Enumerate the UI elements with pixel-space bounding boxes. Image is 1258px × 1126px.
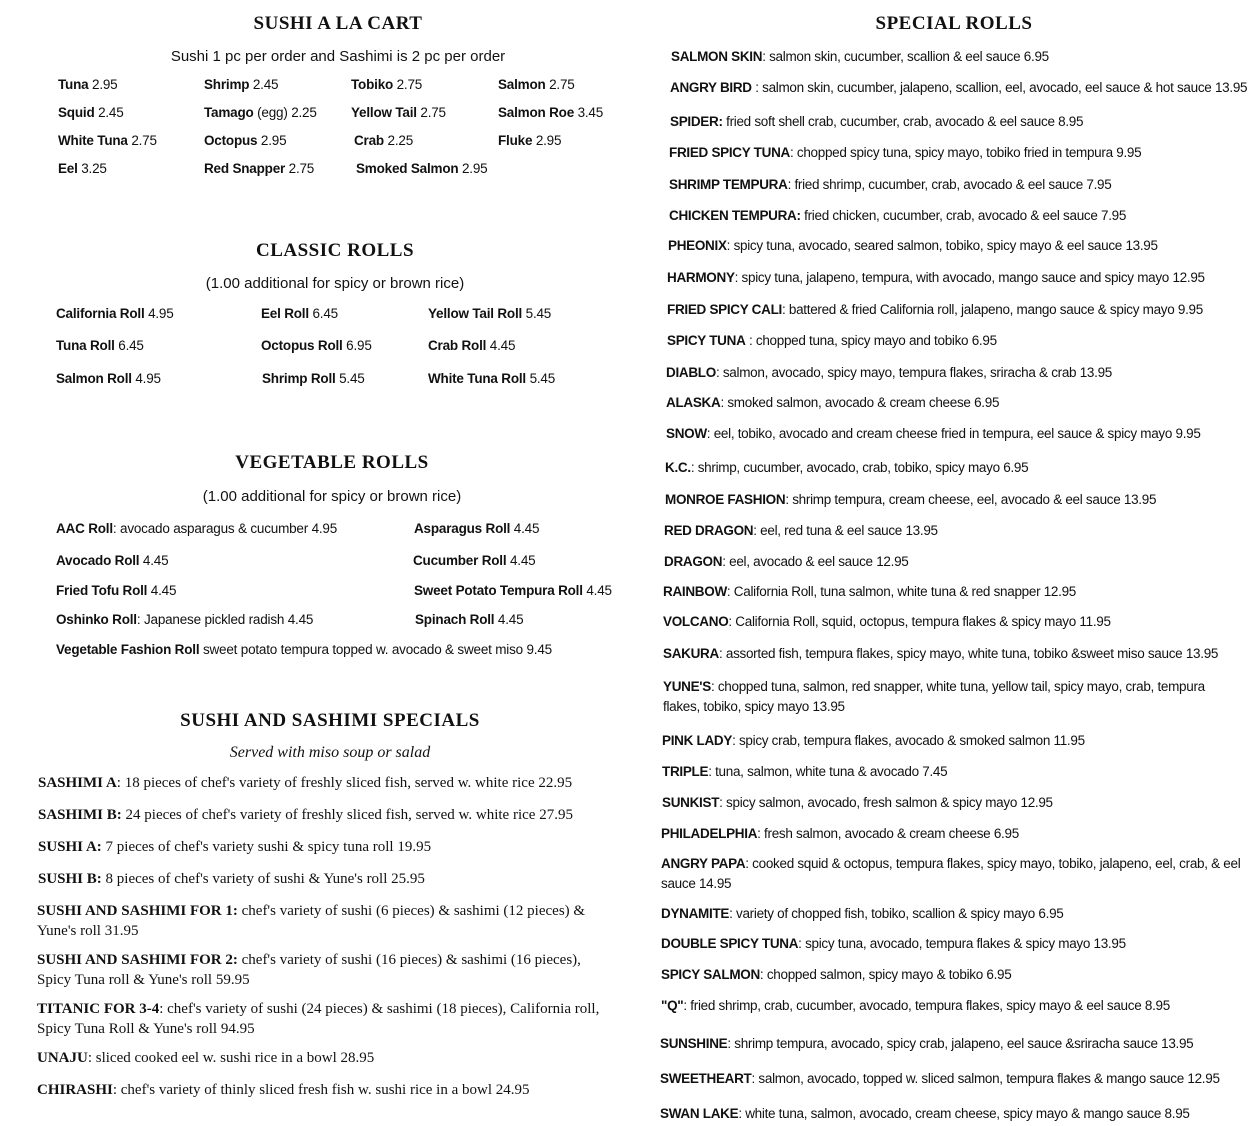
special-roll-item (662, 762, 1242, 782)
special-roll-item (665, 458, 1245, 478)
specials-item: UNAJU: sliced cooked eel w. sushi rice in a bowl 28.95 (37, 1050, 375, 1066)
special-roll-desc: : cooked squid & octopus, tempura flakes, spicy mayo, tobiko, jalapeno, eel, crab, & eel sauce 14.95 (661, 856, 1241, 891)
specials-item: SUSHI B: 8 pieces of chef's variety of sushi & Yune's roll 25.95 (38, 871, 425, 887)
ala-cart-title: SUSHI A LA CART (253, 13, 423, 34)
special-roll-name: VOLCANO (663, 614, 729, 629)
special-roll-desc: fried soft shell crab, cucumber, crab, avocado & eel sauce 8.95 (722, 114, 1084, 129)
vegetable-roll-item: Sweet Potato Tempura Roll 4.45 (414, 583, 612, 598)
vegetable-roll-item: Spinach Roll 4.45 (415, 612, 524, 627)
special-roll-desc: : California Roll, tuna salmon, white tuna & red snapper 12.95 (726, 584, 1077, 599)
special-roll-item (666, 424, 1246, 444)
special-roll-desc: : salmon skin, cucumber, jalapeno, scallion, eel, avocado, eel sauce & hot sauce 13.95 (751, 80, 1248, 95)
vegetable-roll-item: Cucumber Roll 4.45 (413, 553, 536, 568)
special-roll-name: YUNE'S (663, 679, 711, 694)
ala-cart-item: Tamago (egg) 2.25 (204, 105, 317, 120)
special-roll-name: SWAN LAKE (660, 1106, 739, 1121)
ala-cart-item: Tobiko 2.75 (351, 77, 423, 92)
special-roll-item (660, 1034, 1240, 1054)
special-roll-item (662, 793, 1242, 813)
ala-cart-item: Salmon 2.75 (498, 77, 575, 92)
special-roll-item (661, 965, 1241, 985)
ala-cart-item: White Tuna 2.75 (58, 133, 157, 148)
special-roll-item (661, 854, 1241, 894)
special-roll-desc: : chopped tuna, spicy mayo and tobiko 6.95 (745, 333, 997, 348)
classic-rolls-note: (1.00 additional for spicy or brown rice) (205, 275, 465, 292)
special-roll-item (665, 490, 1245, 510)
special-roll-item (671, 47, 1251, 67)
special-roll-name: SPICY SALMON (661, 967, 760, 982)
special-roll-desc: : eel, avocado & eel sauce 12.95 (722, 554, 909, 569)
special-roll-name: DRAGON (664, 554, 723, 569)
special-roll-name: TRIPLE (662, 764, 709, 779)
special-roll-item (669, 206, 1249, 226)
special-roll-item (669, 175, 1249, 195)
vegetable-roll-item: Vegetable Fashion Roll sweet potato tempura topped w. avocado & sweet miso 9.45 (56, 642, 552, 657)
special-roll-item (666, 393, 1246, 413)
special-roll-name: "Q" (661, 998, 684, 1013)
special-roll-desc: fried chicken, cucumber, crab, avocado & eel sauce 7.95 (800, 208, 1127, 223)
ala-cart-item: Smoked Salmon 2.95 (356, 161, 488, 176)
classic-roll-item: Tuna Roll 6.45 (56, 338, 144, 353)
special-roll-desc: : salmon, avocado, topped w. sliced salmon, tempura flakes & mango sauce 12.95 (751, 1071, 1220, 1086)
special-roll-item (661, 996, 1241, 1016)
special-roll-name: SPIDER: (670, 114, 723, 129)
special-roll-desc: : chopped spicy tuna, spicy mayo, tobiko fried in tempura 9.95 (789, 145, 1142, 160)
special-roll-desc: : spicy salmon, avocado, fresh salmon & spicy mayo 12.95 (719, 795, 1053, 810)
classic-roll-item: California Roll 4.95 (56, 306, 174, 321)
special-roll-name: K.C. (665, 460, 691, 475)
special-roll-name: DIABLO (666, 365, 716, 380)
vegetable-rolls-note: (1.00 additional for spicy or brown rice) (202, 488, 462, 505)
special-roll-desc: : smoked salmon, avocado & cream cheese 6.95 (720, 395, 1000, 410)
special-roll-item (663, 612, 1243, 632)
special-roll-item (661, 934, 1241, 954)
special-roll-name: ALASKA (666, 395, 721, 410)
special-roll-desc: : chopped tuna, salmon, red snapper, white tuna, yellow tail, spicy mayo, crab, tempura flakes, tobiko, spicy mayo 13.95 (663, 679, 1205, 714)
special-roll-name: MONROE FASHION (665, 492, 786, 507)
ala-cart-item: Tuna 2.95 (58, 77, 118, 92)
special-roll-name: HARMONY (667, 270, 735, 285)
special-roll-desc: : shrimp, cucumber, avocado, crab, tobiko, spicy mayo 6.95 (690, 460, 1029, 475)
special-roll-desc: : salmon, avocado, spicy mayo, tempura flakes, sriracha & crab 13.95 (715, 365, 1112, 380)
special-roll-item (660, 1069, 1240, 1089)
ala-cart-item: Crab 2.25 (354, 133, 414, 148)
specials-item: SASHIMI A: 18 pieces of chef's variety of freshly sliced fish, served w. white rice 22.95 (38, 775, 573, 791)
specials-item: SUSHI AND SASHIMI FOR 1: chef's variety of sushi (6 pieces) & sashimi (12 pieces) & Yune's roll 31.95 (37, 903, 586, 939)
vegetable-roll-item: AAC Roll: avocado asparagus & cucumber 4.95 (56, 521, 338, 536)
classic-roll-item: Shrimp Roll 5.45 (262, 371, 365, 386)
special-roll-name: RED DRAGON (664, 523, 754, 538)
vegetable-roll-item: Asparagus Roll 4.45 (414, 521, 540, 536)
right-column (640, 0, 1258, 1126)
classic-roll-item: Octopus Roll 6.95 (261, 338, 372, 353)
special-roll-desc: : eel, tobiko, avocado and cream cheese fried in tempura, eel sauce & spicy mayo 9.95 (706, 426, 1201, 441)
special-roll-desc: : spicy tuna, avocado, seared salmon, tobiko, spicy mayo & eel sauce 13.95 (726, 238, 1158, 253)
special-roll-desc: : California Roll, squid, octopus, tempura flakes & spicy mayo 11.95 (728, 614, 1111, 629)
special-roll-desc: : fresh salmon, avocado & cream cheese 6.95 (757, 826, 1019, 841)
specials-item: SUSHI AND SASHIMI FOR 2: chef's variety of sushi (16 pieces) & sashimi (16 pieces), Spicy Tuna roll & Yune's roll 59.95 (37, 952, 581, 988)
special-roll-desc: : fried shrimp, cucumber, crab, avocado & eel sauce 7.95 (787, 177, 1112, 192)
special-roll-name: SWEETHEART (660, 1071, 752, 1086)
classic-roll-item: Crab Roll 4.45 (428, 338, 516, 353)
special-roll-item (661, 824, 1241, 844)
special-roll-desc: : spicy crab, tempura flakes, avocado & smoked salmon 11.95 (732, 733, 1085, 748)
special-roll-desc: : shrimp tempura, cream cheese, eel, avocado & eel sauce 13.95 (785, 492, 1157, 507)
specials-item: SUSHI A: 7 pieces of chef's variety sushi & spicy tuna roll 19.95 (38, 839, 432, 855)
special-roll-item (664, 521, 1244, 541)
special-roll-item (670, 112, 1250, 132)
classic-roll-item: White Tuna Roll 5.45 (428, 371, 556, 386)
ala-cart-note: Sushi 1 pc per order and Sashimi is 2 pc per order (170, 48, 506, 65)
ala-cart-item: Fluke 2.95 (498, 133, 562, 148)
special-roll-desc: : assorted fish, tempura flakes, spicy mayo, white tuna, tobiko &sweet miso sauce 13.95 (718, 646, 1219, 661)
specials-item: TITANIC FOR 3-4: chef's variety of sushi (24 pieces) & sashimi (18 pieces), California roll, Spicy Tuna Roll & Yune's roll 94.95 (37, 1001, 600, 1037)
special-roll-name: ANGRY BIRD (670, 80, 752, 95)
special-roll-desc: : spicy tuna, jalapeno, tempura, with avocado, mango sauce and spicy mayo 12.95 (734, 270, 1205, 285)
special-roll-name: SUNKIST (662, 795, 720, 810)
vegetable-rolls-title: VEGETABLE ROLLS (235, 452, 429, 473)
ala-cart-item: Shrimp 2.45 (204, 77, 279, 92)
special-roll-item (668, 236, 1248, 256)
classic-roll-item: Eel Roll 6.45 (261, 306, 338, 321)
special-roll-item (669, 143, 1249, 163)
special-roll-name: SHRIMP TEMPURA (669, 177, 788, 192)
vegetable-roll-item: Avocado Roll 4.45 (56, 553, 169, 568)
special-roll-desc: : fried shrimp, crab, cucumber, avocado, tempura flakes, spicy mayo & eel sauce 8.95 (683, 998, 1170, 1013)
special-roll-name: SPICY TUNA (667, 333, 746, 348)
special-roll-item (670, 78, 1250, 98)
special-roll-desc: : battered & fried California roll, jalapeno, mango sauce & spicy mayo 9.95 (781, 302, 1203, 317)
ala-cart-item: Yellow Tail 2.75 (351, 105, 446, 120)
classic-rolls-title: CLASSIC ROLLS (255, 240, 415, 261)
special-roll-item (667, 331, 1247, 351)
special-roll-item (663, 582, 1243, 602)
special-roll-item (663, 677, 1243, 717)
vegetable-roll-item: Fried Tofu Roll 4.45 (56, 583, 177, 598)
special-roll-name: PHEONIX (668, 238, 727, 253)
special-roll-item (667, 268, 1247, 288)
specials-title: SUSHI AND SASHIMI SPECIALS (180, 710, 480, 731)
classic-roll-item: Salmon Roll 4.95 (56, 371, 161, 386)
special-rolls-title: SPECIAL ROLLS (875, 13, 1033, 34)
special-roll-name: FRIED SPICY CALI (667, 302, 782, 317)
special-roll-item (660, 1104, 1240, 1124)
special-roll-desc: : variety of chopped fish, tobiko, scallion & spicy mayo 6.95 (729, 906, 1064, 921)
vegetable-roll-item: Oshinko Roll: Japanese pickled radish 4.45 (56, 612, 314, 627)
special-roll-name: PHILADELPHIA (661, 826, 758, 841)
specials-note: Served with miso soup or salad (229, 744, 431, 761)
special-roll-name: SNOW (666, 426, 707, 441)
special-roll-item (664, 552, 1244, 572)
special-roll-item (661, 904, 1241, 924)
special-roll-item (666, 363, 1246, 383)
special-roll-desc: : tuna, salmon, white tuna & avocado 7.45 (708, 764, 948, 779)
ala-cart-item: Salmon Roe 3.45 (498, 105, 604, 120)
special-roll-name: ANGRY PAPA (661, 856, 746, 871)
special-roll-desc: : eel, red tuna & eel sauce 13.95 (753, 523, 938, 538)
classic-roll-item: Yellow Tail Roll 5.45 (428, 306, 552, 321)
special-roll-desc: : spicy tuna, avocado, tempura flakes & spicy mayo 13.95 (798, 936, 1126, 951)
special-roll-desc: : chopped salmon, spicy mayo & tobiko 6.95 (759, 967, 1012, 982)
special-roll-desc: : white tuna, salmon, avocado, cream cheese, spicy mayo & mango sauce 8.95 (738, 1106, 1190, 1121)
special-roll-desc: : shrimp tempura, avocado, spicy crab, jalapeno, eel sauce &sriracha sauce 13.95 (727, 1036, 1194, 1051)
special-roll-desc: : salmon skin, cucumber, scallion & eel sauce 6.95 (762, 49, 1049, 64)
special-roll-name: DYNAMITE (661, 906, 730, 921)
special-roll-name: FRIED SPICY TUNA (669, 145, 790, 160)
ala-cart-item: Eel 3.25 (58, 161, 107, 176)
special-roll-name: RAINBOW (663, 584, 727, 599)
specials-item: CHIRASHI: chef's variety of thinly sliced fresh fish w. sushi rice in a bowl 24.95 (37, 1082, 530, 1098)
special-roll-name: CHICKEN TEMPURA: (669, 208, 801, 223)
ala-cart-item: Red Snapper 2.75 (204, 161, 315, 176)
special-roll-name: SALMON SKIN (671, 49, 763, 64)
special-roll-name: SUNSHINE (660, 1036, 728, 1051)
special-roll-item (667, 300, 1247, 320)
special-roll-name: SAKURA (663, 646, 719, 661)
special-roll-item (662, 731, 1242, 751)
ala-cart-item: Squid 2.45 (58, 105, 124, 120)
special-roll-name: DOUBLE SPICY TUNA (661, 936, 799, 951)
ala-cart-item: Octopus 2.95 (204, 133, 287, 148)
special-roll-item (663, 644, 1243, 664)
special-roll-name: PINK LADY (662, 733, 733, 748)
specials-item: SASHIMI B: 24 pieces of chef's variety of freshly sliced fish, served w. white rice 27.95 (38, 807, 573, 823)
